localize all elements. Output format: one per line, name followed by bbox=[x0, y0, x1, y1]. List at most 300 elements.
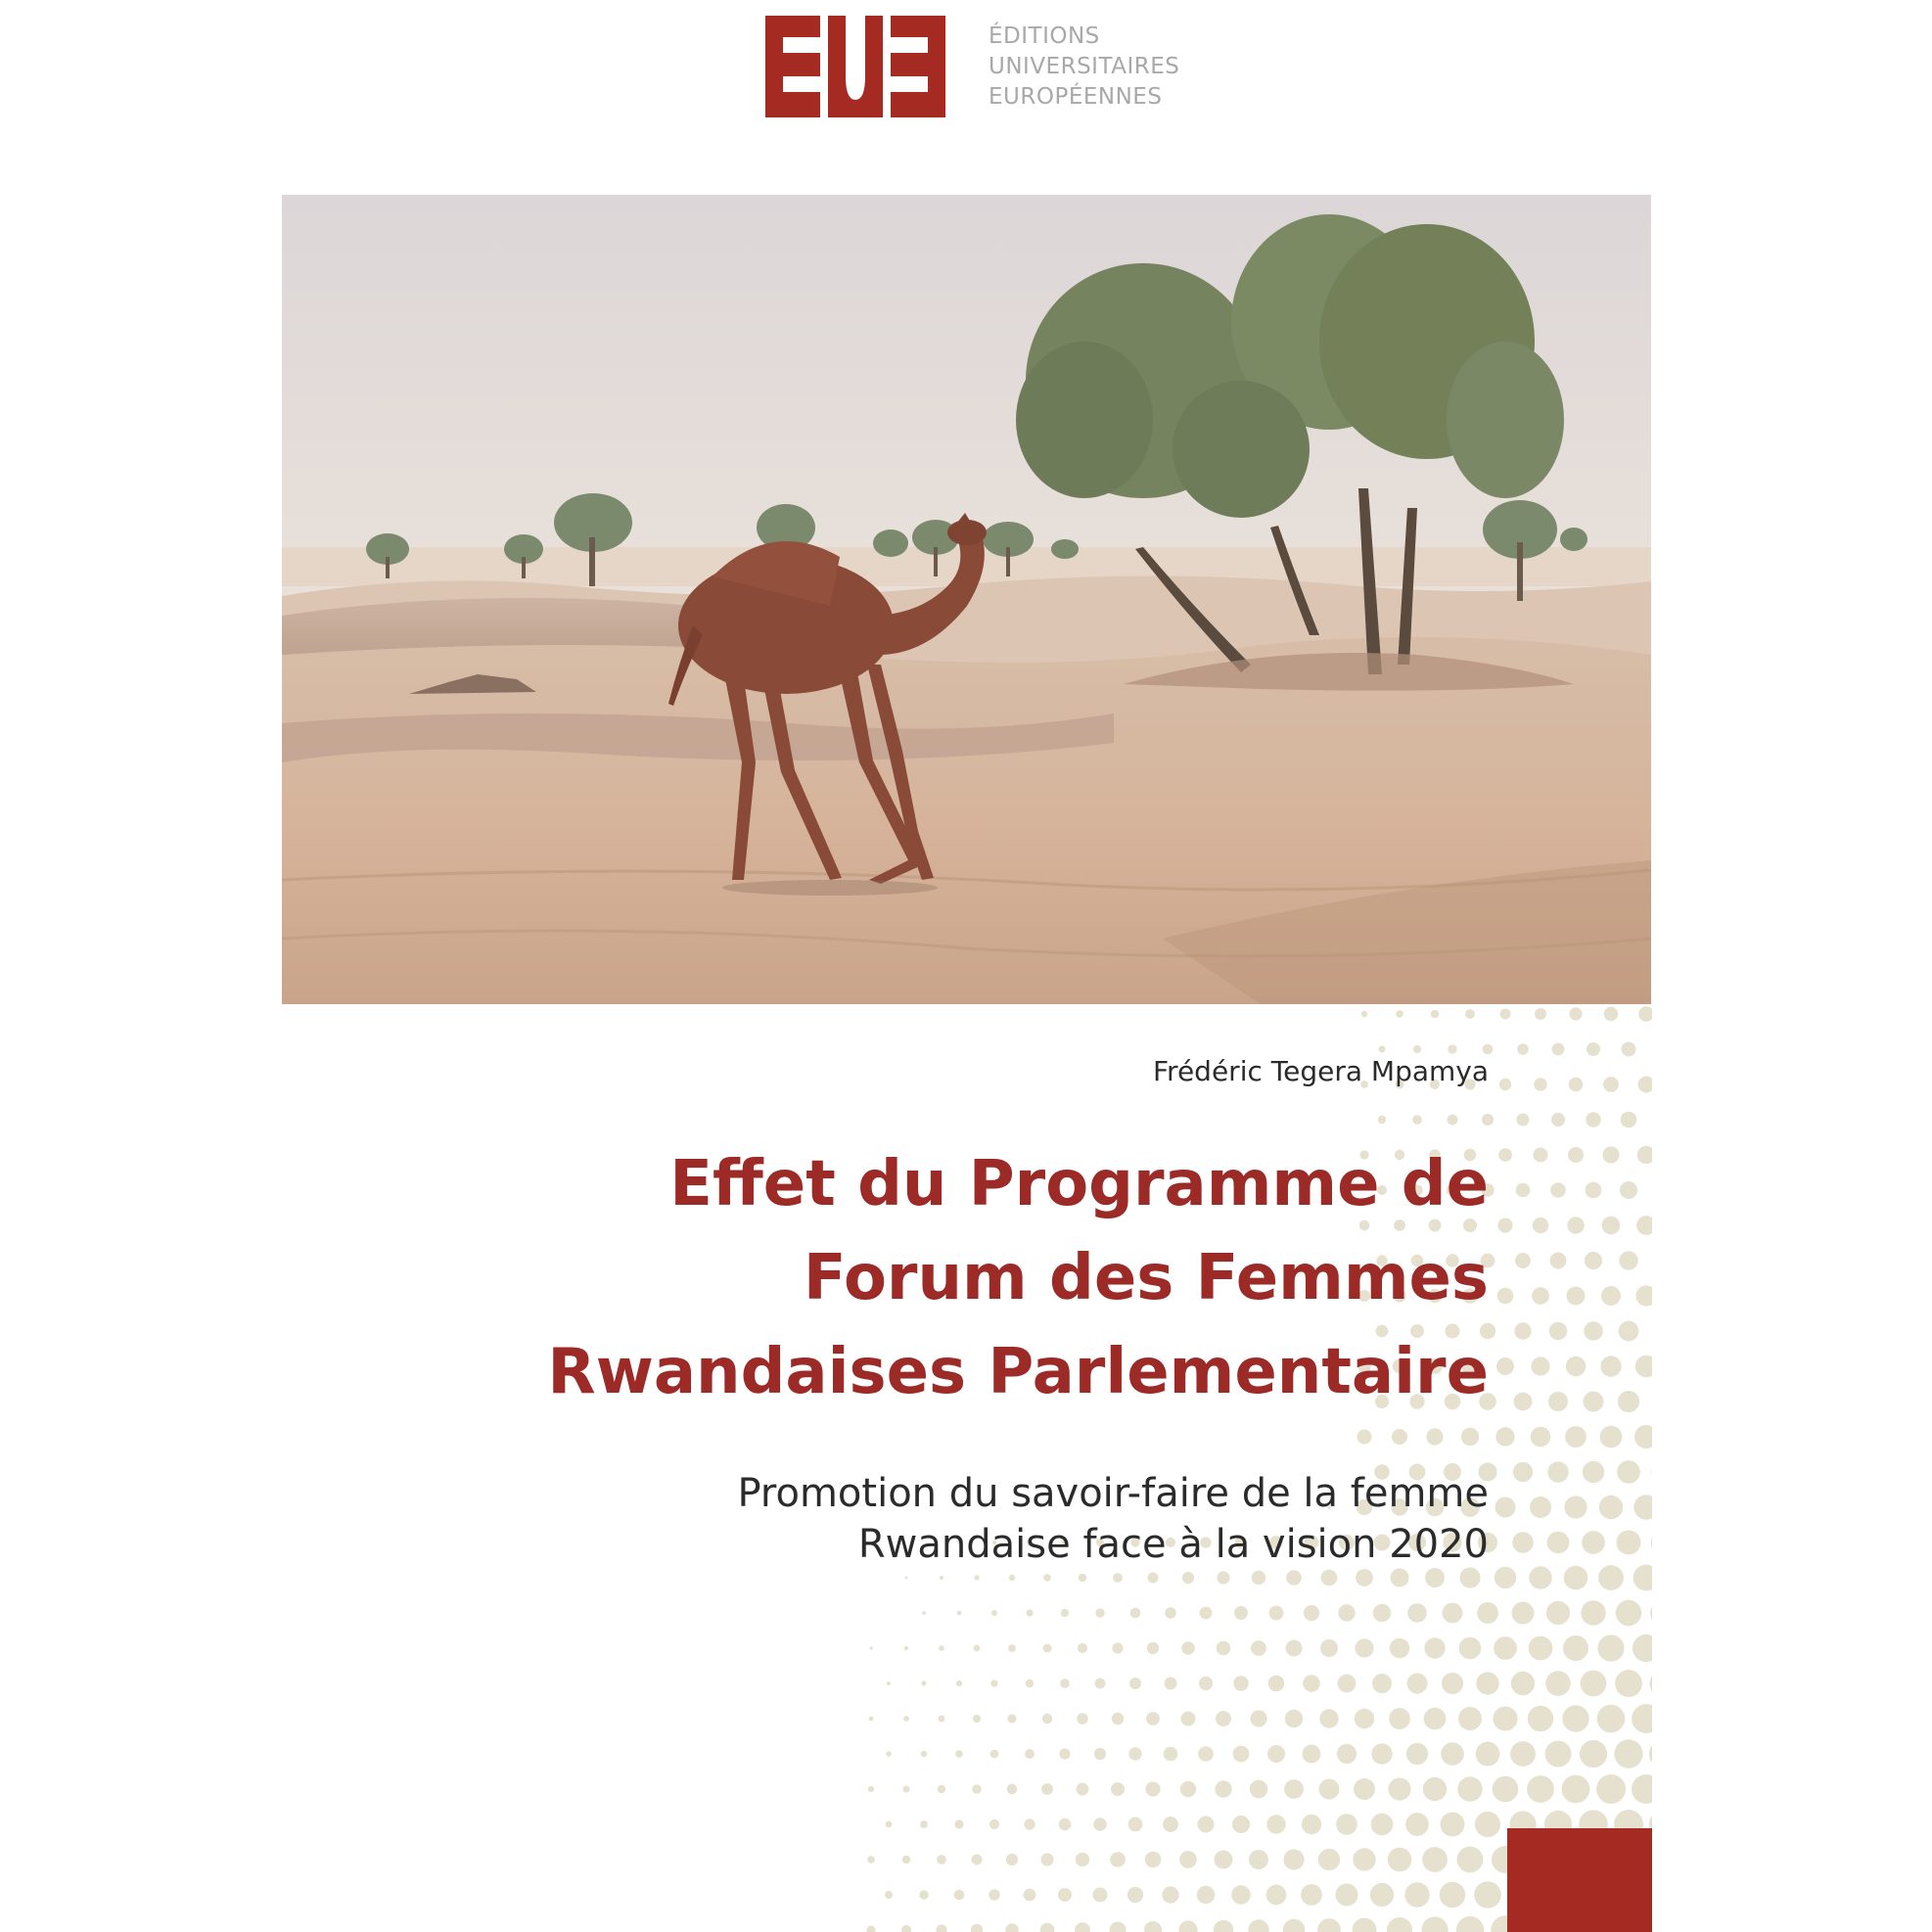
halftone-dot bbox=[1615, 1670, 1642, 1697]
halftone-dot bbox=[954, 1819, 963, 1828]
halftone-dot bbox=[1302, 1815, 1321, 1834]
halftone-dot bbox=[1495, 1567, 1516, 1588]
halftone-dot bbox=[1040, 1853, 1053, 1865]
halftone-dot bbox=[902, 1856, 911, 1864]
halftone-dot bbox=[1493, 1776, 1519, 1803]
halftone-dot bbox=[955, 1750, 963, 1758]
halftone-dot bbox=[1404, 1882, 1429, 1907]
halftone-dot bbox=[1215, 1780, 1231, 1797]
halftone-dot bbox=[1617, 1460, 1640, 1484]
halftone-dot bbox=[1529, 1636, 1553, 1661]
halftone-dot bbox=[1353, 1918, 1377, 1932]
halftone-dot bbox=[990, 1679, 997, 1686]
halftone-dot bbox=[1354, 1778, 1375, 1800]
halftone-dot bbox=[1406, 1743, 1428, 1765]
halftone-dot bbox=[990, 1750, 999, 1759]
halftone-dot bbox=[1042, 1714, 1052, 1724]
halftone-dot bbox=[1562, 1705, 1588, 1731]
halftone-dot bbox=[1284, 1779, 1304, 1799]
publisher-line-2: UNIVERSITAIRES bbox=[989, 54, 1180, 79]
halftone-dot bbox=[1182, 1572, 1194, 1584]
halftone-dot bbox=[972, 1855, 983, 1865]
halftone-dot bbox=[1008, 1644, 1016, 1652]
halftone-dot bbox=[867, 1856, 875, 1863]
halftone-dot bbox=[1550, 1182, 1566, 1198]
halftone-dot bbox=[1217, 1571, 1229, 1584]
halftone-dot bbox=[1095, 1679, 1106, 1689]
halftone-dot bbox=[1569, 1078, 1584, 1092]
halftone-dot bbox=[1549, 1322, 1567, 1340]
halftone-dot bbox=[1564, 1566, 1588, 1590]
halftone-dot bbox=[1197, 1886, 1215, 1904]
halftone-dot bbox=[1545, 1741, 1572, 1768]
halftone-dot bbox=[1618, 1391, 1639, 1412]
halftone-dot bbox=[1164, 1747, 1178, 1762]
halftone-dot bbox=[1355, 1638, 1373, 1657]
halftone-dot bbox=[1651, 1530, 1652, 1555]
halftone-dot bbox=[1534, 1078, 1547, 1091]
halftone-dot bbox=[1165, 1607, 1176, 1619]
halftone-dot bbox=[1638, 1006, 1652, 1022]
halftone-dot bbox=[1633, 1634, 1652, 1662]
halftone-dot bbox=[1076, 1853, 1089, 1866]
halftone-dot bbox=[1266, 1815, 1285, 1833]
halftone-dot bbox=[1162, 1886, 1178, 1903]
halftone-dot bbox=[974, 1645, 981, 1652]
halftone-dot bbox=[1144, 1921, 1162, 1932]
halftone-dot bbox=[1535, 1008, 1546, 1020]
halftone-dot bbox=[1483, 1044, 1494, 1055]
halftone-dot bbox=[1567, 1287, 1586, 1306]
publisher-line-3: EUROPÉENNES bbox=[989, 84, 1163, 110]
halftone-dot bbox=[1619, 1251, 1637, 1269]
halftone-dot bbox=[1457, 1776, 1482, 1801]
halftone-dot bbox=[1512, 1602, 1535, 1625]
title-line-2: Forum des Femmes bbox=[803, 1242, 1489, 1314]
halftone-dot bbox=[1250, 1710, 1266, 1726]
halftone-dot bbox=[1283, 1849, 1304, 1869]
halftone-dot bbox=[1431, 1010, 1440, 1019]
halftone-dot bbox=[1389, 1708, 1410, 1729]
halftone-dot bbox=[1283, 1919, 1306, 1932]
halftone-dot bbox=[1248, 1919, 1268, 1932]
halftone-dot bbox=[1602, 1146, 1619, 1163]
halftone-dot bbox=[1586, 1112, 1600, 1127]
halftone-dot bbox=[1355, 1709, 1375, 1729]
halftone-dot bbox=[1458, 1707, 1482, 1730]
halftone-dot bbox=[1551, 1113, 1565, 1127]
halftone-dot bbox=[1285, 1710, 1303, 1727]
halftone-dot bbox=[1620, 1181, 1637, 1199]
halftone-dot bbox=[1529, 1566, 1551, 1588]
halftone-dot bbox=[1233, 1676, 1248, 1690]
halftone-dot bbox=[1181, 1641, 1195, 1655]
halftone-dot bbox=[1378, 1116, 1387, 1125]
halftone-dot bbox=[1621, 1112, 1637, 1128]
halftone-dot bbox=[1552, 1043, 1565, 1056]
halftone-dot bbox=[1320, 1639, 1338, 1657]
halftone-dot bbox=[1476, 1672, 1498, 1694]
halftone-dot bbox=[1581, 1600, 1605, 1625]
halftone-dot bbox=[1562, 1775, 1590, 1804]
halftone-dot bbox=[1267, 1745, 1285, 1763]
halftone-dot bbox=[1461, 1428, 1479, 1446]
halftone-dot bbox=[1422, 1847, 1448, 1872]
halftone-dot bbox=[920, 1820, 928, 1828]
halftone-dot bbox=[936, 1924, 946, 1932]
halftone-dot bbox=[1441, 1813, 1465, 1837]
halftone-dot bbox=[1635, 1356, 1652, 1378]
halftone-dot bbox=[1321, 1570, 1338, 1587]
halftone-dot bbox=[1110, 1922, 1127, 1932]
halftone-dot bbox=[1614, 1739, 1642, 1768]
book-title bbox=[314, 1137, 1489, 1419]
halftone-dot bbox=[1413, 1045, 1421, 1053]
halftone-dot bbox=[1319, 1709, 1338, 1727]
halftone-dot bbox=[1198, 1817, 1215, 1833]
halftone-dot bbox=[1528, 1706, 1553, 1731]
halftone-dot bbox=[1372, 1674, 1392, 1693]
halftone-dot bbox=[1336, 1884, 1358, 1907]
halftone-dot bbox=[1198, 1746, 1214, 1762]
halftone-dot bbox=[1041, 1783, 1053, 1795]
halftone-dot bbox=[1231, 1885, 1251, 1905]
halftone-dot bbox=[1475, 1812, 1500, 1837]
halftone-dot bbox=[1148, 1573, 1159, 1584]
halftone-dot bbox=[989, 1819, 999, 1829]
halftone-dot bbox=[1405, 1813, 1429, 1836]
halftone-dot bbox=[1497, 1288, 1514, 1305]
halftone-dot bbox=[1465, 1009, 1475, 1019]
halftone-dot bbox=[1370, 1883, 1394, 1907]
halftone-dot bbox=[1371, 1743, 1392, 1764]
halftone-dot bbox=[1632, 1704, 1652, 1733]
halftone-dot bbox=[1517, 1114, 1530, 1127]
halftone-dot bbox=[1268, 1676, 1285, 1692]
halftone-dot bbox=[1514, 1393, 1533, 1411]
cover-photo bbox=[282, 195, 1651, 1004]
halftone-dot bbox=[973, 1715, 981, 1723]
halftone-dot bbox=[939, 1645, 944, 1651]
halftone-dot bbox=[1387, 1917, 1412, 1932]
halftone-dot bbox=[1598, 1565, 1624, 1590]
halftone-dot bbox=[868, 1786, 874, 1792]
halftone-dot bbox=[1129, 1678, 1141, 1689]
halftone-dot bbox=[869, 1717, 874, 1722]
halftone-dot bbox=[1200, 1607, 1213, 1620]
publisher-line-1: ÉDITIONS bbox=[989, 23, 1100, 49]
halftone-dot bbox=[1600, 1356, 1621, 1376]
halftone-dot bbox=[1301, 1884, 1322, 1906]
halftone-dot bbox=[1566, 1357, 1586, 1376]
halftone-dot bbox=[1145, 1781, 1160, 1796]
halftone-dot bbox=[1060, 1679, 1070, 1688]
halftone-dot bbox=[1199, 1677, 1213, 1690]
halftone-dot bbox=[938, 1785, 945, 1793]
halftone-dot bbox=[1474, 1881, 1501, 1909]
halftone-dot bbox=[885, 1891, 893, 1899]
halftone-dot bbox=[1407, 1603, 1427, 1623]
halftone-dot bbox=[1497, 1218, 1512, 1232]
halftone-dot bbox=[1286, 1570, 1302, 1586]
halftone-dot bbox=[1531, 1427, 1551, 1448]
halftone-dot bbox=[1266, 1885, 1287, 1906]
halftone-dot bbox=[1527, 1775, 1554, 1803]
halftone-dot bbox=[1448, 1115, 1458, 1126]
halftone-dot bbox=[1482, 1114, 1494, 1126]
corner-accent-block bbox=[1507, 1828, 1652, 1932]
halftone-dot bbox=[1421, 1916, 1448, 1932]
halftone-dot bbox=[1426, 1428, 1443, 1445]
halftone-dot bbox=[1388, 1848, 1412, 1872]
halftone-dot bbox=[1025, 1749, 1035, 1759]
halftone-dot bbox=[1550, 1253, 1567, 1269]
halftone-dot bbox=[1649, 1739, 1652, 1769]
halftone-dot bbox=[1094, 1748, 1106, 1760]
halftone-dot bbox=[1373, 1604, 1391, 1622]
halftone-dot bbox=[1515, 1253, 1531, 1268]
halftone-dot bbox=[1567, 1217, 1584, 1233]
halftone-dot bbox=[1425, 1568, 1445, 1587]
halftone-dot bbox=[1095, 1608, 1104, 1617]
halftone-dot bbox=[1456, 1916, 1484, 1932]
halftone-dot bbox=[1602, 1217, 1621, 1235]
halftone-dot bbox=[1596, 1774, 1626, 1804]
halftone-dot bbox=[919, 1890, 928, 1899]
halftone-dot bbox=[1024, 1818, 1035, 1829]
halftone-dot bbox=[1217, 1641, 1231, 1656]
halftone-dot bbox=[1163, 1817, 1178, 1832]
halftone-dot bbox=[1496, 1357, 1514, 1375]
halftone-dot bbox=[1303, 1675, 1320, 1692]
halftone-dot bbox=[869, 1646, 872, 1649]
halftone-dot bbox=[1547, 1461, 1568, 1482]
halftone-dot bbox=[1568, 1147, 1584, 1163]
halftone-dot bbox=[1058, 1888, 1072, 1902]
halftone-dot bbox=[1181, 1712, 1196, 1726]
halftone-dot bbox=[1586, 1182, 1602, 1199]
halftone-dot bbox=[1026, 1679, 1035, 1688]
halftone-dot bbox=[1145, 1852, 1162, 1868]
halftone-dot bbox=[1412, 1115, 1422, 1125]
halftone-dot bbox=[1584, 1321, 1603, 1341]
halftone-dot bbox=[1423, 1777, 1447, 1801]
halftone-dot bbox=[1111, 1782, 1125, 1796]
halftone-dot bbox=[1632, 1774, 1652, 1804]
halftone-dot bbox=[1286, 1640, 1303, 1657]
publisher-name bbox=[989, 22, 1179, 113]
halftone-dot bbox=[1251, 1640, 1266, 1656]
halftone-dot bbox=[939, 1716, 945, 1723]
halftone-dot bbox=[1336, 1814, 1357, 1835]
halftone-dot bbox=[1442, 1673, 1463, 1694]
halftone-dot bbox=[1587, 1042, 1600, 1056]
halftone-dot bbox=[904, 1646, 908, 1650]
halftone-dot bbox=[1565, 1426, 1587, 1448]
halftone-dot bbox=[1597, 1705, 1626, 1733]
halftone-dot bbox=[1585, 1252, 1602, 1269]
halftone-dot bbox=[1146, 1712, 1160, 1725]
halftone-dot bbox=[1304, 1605, 1319, 1621]
subtitle-line-2: Rwandaise face à la vision 2020 bbox=[857, 1522, 1489, 1567]
halftone-dot bbox=[1633, 1495, 1652, 1519]
halftone-dot bbox=[1127, 1887, 1143, 1903]
halftone-dot bbox=[1178, 1920, 1197, 1932]
halftone-dot bbox=[1441, 1742, 1464, 1766]
halftone-dot bbox=[1130, 1608, 1141, 1619]
halftone-dot bbox=[974, 1575, 979, 1580]
halftone-dot bbox=[1581, 1671, 1607, 1697]
halftone-dot bbox=[1113, 1573, 1123, 1583]
halftone-dot bbox=[1026, 1609, 1033, 1616]
halftone-dot bbox=[1531, 1357, 1549, 1375]
halftone-dot bbox=[886, 1751, 891, 1756]
halftone-dot bbox=[921, 1751, 928, 1758]
halftone-dot bbox=[1617, 1531, 1641, 1555]
halftone-dot bbox=[1338, 1675, 1357, 1693]
halftone-dot bbox=[1516, 1183, 1531, 1198]
halftone-dot bbox=[1622, 1042, 1636, 1057]
halftone-dot bbox=[867, 1926, 876, 1932]
halftone-dot bbox=[1252, 1571, 1265, 1585]
desert-camel-illustration bbox=[282, 195, 1651, 1004]
halftone-dot bbox=[1534, 1148, 1548, 1163]
halftone-dot bbox=[1569, 1007, 1582, 1020]
eue-logo-mark bbox=[765, 16, 945, 117]
halftone-dot bbox=[1440, 1882, 1465, 1908]
halftone-dot bbox=[905, 1577, 908, 1580]
halftone-dot bbox=[921, 1680, 926, 1685]
author-name: Frédéric Tegera Mpamya bbox=[1152, 1055, 1489, 1087]
halftone-dot bbox=[1634, 1425, 1652, 1449]
halftone-dot bbox=[1319, 1779, 1340, 1800]
halftone-dot bbox=[1546, 1601, 1570, 1625]
halftone-dot bbox=[1499, 1079, 1511, 1090]
halftone-dot bbox=[1635, 1285, 1652, 1306]
halftone-dot bbox=[1353, 1848, 1375, 1870]
halftone-dot bbox=[1392, 1429, 1407, 1445]
subtitle-line-1: Promotion du savoir-faire de la femme bbox=[737, 1471, 1489, 1516]
halftone-dot bbox=[1110, 1852, 1126, 1867]
halftone-dot bbox=[1388, 1777, 1410, 1800]
halftone-dot bbox=[1603, 1077, 1619, 1092]
halftone-dot bbox=[1040, 1923, 1055, 1932]
halftone-dot bbox=[1059, 1748, 1070, 1759]
halftone-dot bbox=[1457, 1847, 1484, 1873]
halftone-dot bbox=[1079, 1574, 1087, 1583]
halftone-dot bbox=[1650, 1599, 1652, 1627]
halftone-dot bbox=[1337, 1744, 1357, 1764]
halftone-dot bbox=[971, 1924, 983, 1932]
halftone-dot bbox=[1599, 1495, 1623, 1519]
halftone-dot bbox=[1498, 1148, 1512, 1162]
halftone-dot bbox=[887, 1681, 891, 1685]
halftone-dot bbox=[1112, 1642, 1123, 1653]
halftone-dot bbox=[903, 1716, 909, 1722]
halftone-dot bbox=[1165, 1678, 1177, 1690]
halftone-dot bbox=[1232, 1816, 1250, 1833]
halftone-dot bbox=[1179, 1851, 1197, 1868]
halftone-dot bbox=[1378, 1045, 1385, 1052]
halftone-dot bbox=[1005, 1923, 1019, 1932]
halftone-dot bbox=[1007, 1714, 1016, 1723]
halftone-dot bbox=[1633, 1565, 1652, 1591]
halftone-dot bbox=[1530, 1496, 1551, 1518]
halftone-dot bbox=[1128, 1747, 1141, 1760]
halftone-dot bbox=[1303, 1745, 1321, 1764]
halftone-dot bbox=[1495, 1497, 1516, 1518]
halftone-dot bbox=[1043, 1574, 1051, 1582]
halftone-dot bbox=[1396, 1010, 1403, 1018]
halftone-dot bbox=[1361, 1011, 1367, 1017]
halftone-dot bbox=[1112, 1713, 1125, 1725]
halftone-dot bbox=[1448, 1044, 1456, 1053]
halftone-dot bbox=[886, 1821, 893, 1828]
halftone-dot bbox=[1548, 1392, 1568, 1411]
halftone-dot bbox=[1533, 1218, 1548, 1233]
halftone-dot bbox=[901, 1925, 911, 1932]
halftone-dot bbox=[1580, 1740, 1607, 1768]
halftone-dot bbox=[1407, 1674, 1428, 1694]
halftone-dot bbox=[1371, 1814, 1394, 1836]
halftone-dot bbox=[902, 1785, 909, 1792]
halftone-dot bbox=[1500, 1009, 1511, 1020]
halftone-dot bbox=[1390, 1638, 1409, 1658]
halftone-dot bbox=[937, 1855, 946, 1864]
halftone-dot bbox=[1583, 1461, 1604, 1483]
halftone-dot bbox=[1233, 1746, 1250, 1763]
halftone-dot bbox=[1357, 1430, 1372, 1445]
halftone-dot bbox=[1093, 1888, 1108, 1903]
halftone-dot bbox=[1180, 1781, 1196, 1797]
halftone-dot bbox=[1061, 1609, 1069, 1617]
halftone-dot bbox=[1424, 1708, 1447, 1730]
halftone-dot bbox=[1512, 1532, 1534, 1553]
halftone-dot bbox=[1007, 1784, 1018, 1795]
halftone-dot bbox=[957, 1611, 962, 1616]
halftone-dot bbox=[1234, 1606, 1248, 1620]
publisher-logo bbox=[765, 16, 1180, 117]
halftone-dot bbox=[954, 1890, 965, 1901]
halftone-dot bbox=[1424, 1637, 1445, 1658]
halftone-dot bbox=[1564, 1495, 1587, 1518]
halftone-dot bbox=[1476, 1742, 1500, 1767]
halftone-dot bbox=[1494, 1636, 1517, 1660]
halftone-dot bbox=[1514, 1322, 1531, 1339]
halftone-dot bbox=[1078, 1643, 1087, 1653]
halftone-dot bbox=[1249, 1850, 1268, 1869]
halftone-dot bbox=[1269, 1606, 1284, 1621]
halftone-dot bbox=[1317, 1918, 1341, 1932]
halftone-dot bbox=[1601, 1286, 1621, 1306]
halftone-dot bbox=[1597, 1634, 1624, 1661]
halftone-dot bbox=[1511, 1672, 1535, 1695]
halftone-dot bbox=[1059, 1818, 1072, 1831]
halftone-dot bbox=[1216, 1711, 1231, 1726]
halftone-dot bbox=[989, 1889, 1000, 1901]
halftone-dot bbox=[1637, 1146, 1652, 1164]
halftone-dot bbox=[1128, 1817, 1143, 1832]
halftone-dot bbox=[1584, 1392, 1604, 1412]
halftone-dot bbox=[956, 1680, 962, 1686]
halftone-dot bbox=[1636, 1216, 1652, 1235]
halftone-dot bbox=[1513, 1462, 1533, 1482]
halftone-dot bbox=[1477, 1602, 1498, 1624]
halftone-dot bbox=[1006, 1854, 1018, 1865]
book-subtitle bbox=[510, 1468, 1489, 1570]
halftone-dot bbox=[1391, 1569, 1409, 1587]
halftone-dot bbox=[1459, 1567, 1480, 1587]
